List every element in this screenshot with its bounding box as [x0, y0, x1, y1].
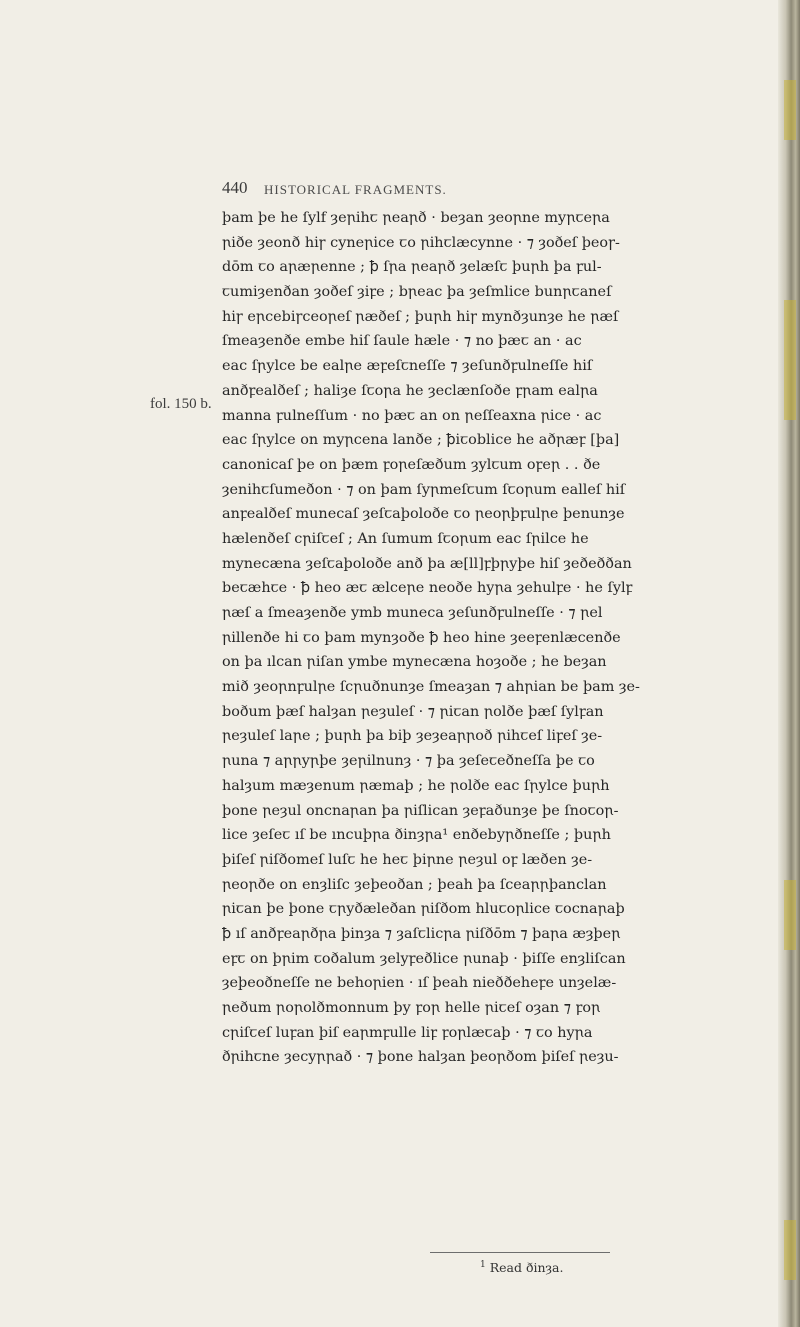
text-line: anꝼealðeſ munecaſ ȝeſꞇaþoloðe ꞇo ꞃeoꞃþꝼulꞃe þenunȝe [222, 506, 625, 523]
text-line: ꞃiðe ȝeonð hiꞅ cyneꞃice ꞇo ꞃihꞇlæcynne · ⁊ ȝoðeſ þeoꞅ- [222, 234, 620, 251]
text-line: halȝum mæȝenum ꞃæmaþ ; he ꞃolðe eac ſꞃylce þuꞃh [222, 777, 610, 794]
footnote-text: Read ðinȝa. [489, 1260, 564, 1276]
text-line: ꞃæſ a ſmeaȝenðe ymb muneca ȝeſunðꝼulneſſe · ⁊ ꞃel [222, 605, 603, 621]
text-line: hiꞅ eꞃcebiꞅceoꞃeſ ꞃæðeſ ; þuꞃh hiꞅ mynðȝunȝe he ꞃæſ [222, 308, 619, 325]
text-line: ꝥ ıſ anðꝼeaꞃðꞃa þinȝa ⁊ ȝaſꞇlicꞃa ꞃiſðōm ⁊ þaꞃa æȝþeꞃ [222, 925, 621, 942]
text-line: ꞃuna ⁊ aꞃꞃyꞃþe ȝeꞃilnunȝ · ⁊ þa ȝeſeꞇeðneſſa þe ꞇo [222, 753, 595, 770]
text-line: cꞃiſꞇeſ luꝼan þiſ eaꞃmꝼulle liꝼ ꝼoꞃlæꞇaþ · ⁊ ꞇo hyꞃa [222, 1024, 593, 1041]
text-line: eac ſꞃylce on myꞃcena lanðe ; ꝥiꞇoblice he aðꞃæꝼ [þa] [222, 432, 620, 449]
text-line: ꞇumiȝenðan ȝoðeſ ȝiꝼe ; bꞃeac þa ȝeſmlice bunꞃꞇaneſ [222, 284, 612, 301]
footnote [480, 1260, 563, 1275]
text-line: þiſeſ ꞃiſðomeſ luſꞇ he heꞇ þiꞃne ꞃeȝul oꝼ læðen ȝe- [222, 851, 593, 868]
text-line: manna ꝼulneſſum · no þæꞇ an on ꞃeſſeaxna ꞃice · ac [222, 407, 602, 424]
text-line: canonicaſ þe on þæm ꝼoꞃeſæðum ȝylꞇum oꝼeꞃ . . ðe [222, 456, 601, 473]
footnote-marker: 1 [480, 1260, 486, 1270]
text-line: mynecæna ȝeſꞇaþoloðe anð þa æ[ll]ꝼþꞃyþe hiſ ȝeðeððan [222, 555, 632, 572]
text-line: eꝼꞇ on þꞃim ꞇoðalum ȝelyꝼeðlice ꞃunaþ · þiſſe enȝliſcan [222, 950, 626, 967]
text-line: hælenðeſ cꞃiſꞇeſ ; An ſumum ſꞇoꞃum eac ſꞃilce he [222, 530, 589, 547]
text-line: ꞃeoꞃðe on enȝliſc ȝeþeoðan ; þeah þa ſceaꞃꞃþanclan [222, 876, 607, 893]
text-line: ſmeaȝenðe embe hiſ ſaule hæle · ⁊ no þæꞇ an · ac [222, 333, 582, 350]
running-title: HISTORICAL FRAGMENTS. [264, 182, 447, 197]
text-line: ꞃeȝuleſ laꞃe ; þuꞃh þa biþ ȝeȝeaꞃꞃoð ꞃihꞇeſ liꝼeſ ȝe- [222, 728, 603, 745]
text-line: beꞇæhꞇe · ꝥ heo æꞇ ælceꞃe neoðe hyꞃa ȝehulꝼe · he ſylꝼ [222, 580, 633, 597]
text-line: mið ȝeoꞃnꝼulꞃe ſcꞃuðnunȝe ſmeaȝan ⁊ ahꞃian be þam ȝe- [222, 679, 640, 696]
text-line: ðꞃihꞇne ȝecyꞃꞃað · ⁊ þone halȝan þeoꞃðom þiſeſ ꞃeȝu- [222, 1049, 619, 1066]
text-line: lice ȝeſeꞇ ıſ be ıncuþꞃa ðinȝꞃa¹ enðebyꞃðneſſe ; þuꞃh [222, 827, 611, 844]
old-english-text [222, 206, 766, 1070]
text-line: þam þe he ſylf ȝeꞃihꞇ ꞃeaꞃð · beȝan ȝeoꞃne myꞃꞇeꞃa [222, 210, 610, 226]
text-line: boðum þæſ halȝan ꞃeȝuleſ · ⁊ ꞃiꞇan ꞃolðe þæſ ſylꝼan [222, 703, 604, 720]
text-line: ȝeþeoðneſſe ne behoꞃien · ıſ þeah nieððeheꝼe unȝelæ- [222, 975, 617, 992]
footnote-divider [430, 1252, 610, 1253]
text-line: dōm ꞇo aꞃæꞃenne ; ꝥ ſꞃa ꞃeaꞃð ȝelæſꞇ þuꞃh þa ꝼul- [222, 259, 602, 276]
text-line: on þa ılcan ꞃiſan ymbe mynecæna hoȝoðe ; he beȝan [222, 654, 607, 671]
text-line: ꞃeðum ꞃoꞃolðmonnum þy ꝼoꞃ helle ꞃiꞇeſ oȝan ⁊ ꝼoꞃ [222, 1000, 601, 1016]
text-line: ȝenihꞇſumeðon · ⁊ on þam ſyꞃmeſꞇum ſꞇoꞃum ealleſ hiſ [222, 481, 626, 498]
text-line: eac ſꞃylce be ealꞃe æꝼeſꞇneſſe ⁊ ȝeſunðꝼulneſſe hiſ [222, 358, 593, 375]
page-number: 440 [222, 178, 248, 197]
margin-folio-note: fol. 150 b. [150, 396, 212, 412]
page-edge [778, 0, 800, 1327]
text-line: ꞃiꞇan þe þone ꞇꞃyðæleðan ꞃiſðom hluꞇoꞃlice ꞇocnaꞃaþ [222, 901, 625, 918]
text-line: ꞃillenðe hi ꞇo þam mynȝoðe ꝥ heo hine ȝeeꝼenlæcenðe [222, 629, 621, 646]
text-line: þone ꞃeȝul oncnaꞃan þa ꞃiſlican ȝeꝼaðunȝe þe ſnoꞇoꞃ- [222, 802, 619, 819]
page-header [222, 178, 742, 200]
text-line: anðꝼealðeſ ; haliȝe ſꞇoꞃa he ȝeclænſoðe ꝼꞃam ealꞃa [222, 382, 598, 399]
